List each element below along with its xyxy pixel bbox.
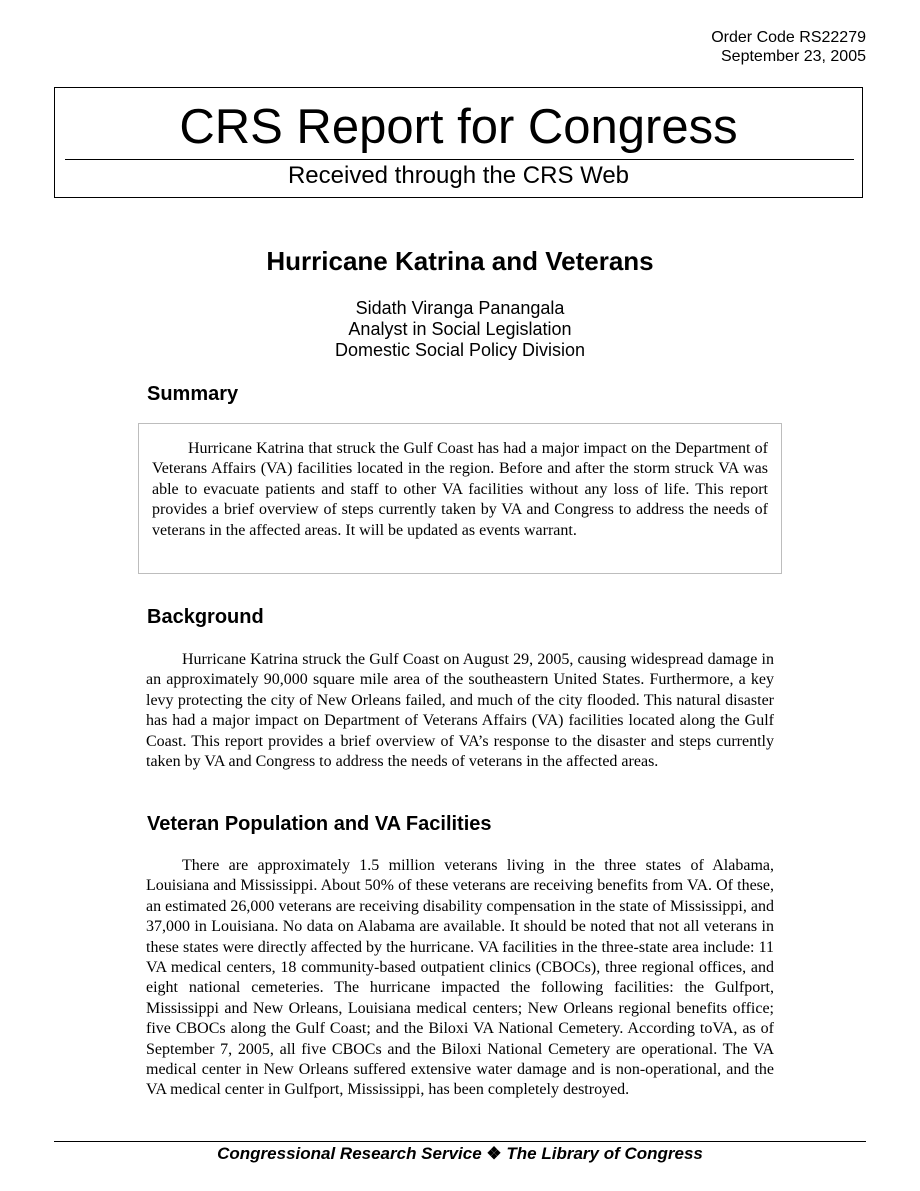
background-heading: Background — [147, 606, 264, 628]
footer-crs: Congressional Research Service — [217, 1144, 482, 1163]
order-info — [711, 28, 866, 66]
author-block — [0, 298, 920, 361]
summary-text: Hurricane Katrina that struck the Gulf Coast has had a major impact on the Department of Veterans Affairs (VA) facilities located in the region. Before and after the storm struck VA was able to evacuate patients and staff to other VA facilities without any loss of life. This report provides a brief overview of steps currently taken by VA and Congress to address the needs of veterans in the affected areas. It will be updated as events warrant. — [152, 440, 768, 539]
diamond-icon: ❖ — [486, 1144, 502, 1163]
summary-box — [138, 423, 782, 574]
masthead-title: CRS Report for Congress — [179, 100, 738, 154]
masthead-box — [54, 87, 863, 198]
masthead-divider — [65, 159, 854, 160]
author-division: Domestic Social Policy Division — [334, 340, 586, 360]
background-paragraph: Hurricane Katrina struck the Gulf Coast on August 29, 2005, causing widespread damage in an approximately 90,000 square mile area of the southeastern United States. Furthermore, a key levy protecting the city of New Orleans failed, and much of the city flooded. This natural disaster has had a major impact on Department of Veterans Affairs (VA) facilities located along the Gulf Coast. This report provides a brief overview of VA’s response to the disaster and steps currently taken by VA and Congress to address the needs of veterans in the affected areas. — [146, 651, 774, 771]
author-position: Analyst in Social Legislation — [348, 319, 572, 339]
footer — [0, 1143, 920, 1164]
author-name: Sidath Viranga Panangala — [355, 298, 565, 318]
report-title: Hurricane Katrina and Veterans — [266, 246, 654, 276]
footer-library: The Library of Congress — [506, 1144, 703, 1163]
report-date: September 23, 2005 — [721, 48, 866, 65]
masthead-subtitle: Received through the CRS Web — [287, 162, 630, 189]
veteran-population-paragraph: There are approximately 1.5 million veterans living in the three states of Alabama, Louisiana and Mississippi. About 50% of these veterans are receiving benefits from VA. Of these, an estimated 26,000 veterans are receiving disability compensation in the state of Mississippi, and 37,000 in Louisiana. No data on Alabama are available. It should be noted that not all veterans in these states were directly affected by the hurricane. VA facilities in the three-state area include: 11 VA medical centers, 18 community-based outpatient clinics (CBOCs), three regional offices, and eight national cemeteries. The hurricane impacted the following facilities: the Gulfport, Mississippi and New Orleans, Louisiana medical centers; New Orleans regional benefits office; five CBOCs along the Gulf Coast; and the Biloxi VA National Cemetery. According toVA, as of September 7, 2005, all five CBOCs and the Biloxi National Cemetery are operational. The VA medical center in New Orleans suffered extensive water damage and is non-operational, and the VA medical center in Gulfport, Mississippi, has been completely destroyed. — [146, 857, 774, 1099]
order-code: Order Code RS22279 — [711, 29, 866, 46]
veteran-population-heading: Veteran Population and VA Facilities — [147, 813, 492, 835]
footer-divider — [54, 1141, 866, 1142]
summary-heading: Summary — [147, 383, 239, 405]
